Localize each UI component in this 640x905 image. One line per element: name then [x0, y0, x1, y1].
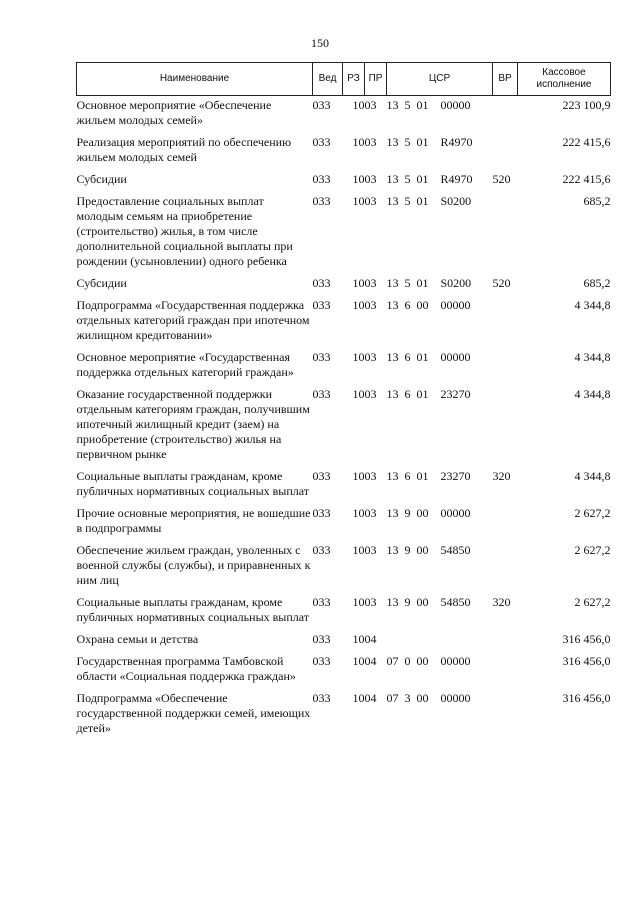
- header-sum: Кассовое исполнение: [518, 63, 611, 96]
- cell-vr: [493, 133, 518, 170]
- cell-ved: 033: [312, 298, 331, 312]
- cell-csr: 13 5 01 R4970: [386, 172, 473, 186]
- cell-csr: 13 6 01 23270: [386, 387, 471, 401]
- cell-csr: 13 5 01 R4970: [386, 135, 473, 149]
- cell-pr: 03: [364, 595, 377, 609]
- cell-pr: 03: [364, 135, 377, 149]
- cell-csr: 07 0 00 00000: [386, 654, 471, 668]
- table-body: [77, 96, 611, 742]
- cell-csr: 07 3 00 00000: [386, 691, 471, 705]
- cell-name: Реализация мероприятий по обеспечению жильем молодых семей: [76, 135, 292, 164]
- cell-pr: 04: [364, 691, 377, 705]
- header-rz: РЗ: [343, 63, 365, 96]
- cell-name: Прочие основные мероприятия, не вошедшие в подпрограммы: [76, 506, 311, 535]
- cell-ved: 033: [312, 387, 331, 401]
- cell-csr: 13 6 00 00000: [386, 298, 471, 312]
- cell-vr: [493, 652, 518, 689]
- cell-csr: 13 9 00 54850: [386, 543, 471, 557]
- cell-vr: [493, 385, 518, 467]
- cell-name: Субсидии: [76, 172, 127, 186]
- cell-name: Предоставление социальных выплат молодым семьям на приобретение (строительство) жилья, в том числе дополнительной социальной выплаты при рождении (усыновлении) одного ребенка: [76, 194, 293, 268]
- cell-name: Подпрограмма «Государственная поддержка отдельных категорий граждан при ипотечном жилищном кредитовании»: [76, 298, 310, 342]
- cell-sum: 685,2: [583, 194, 611, 208]
- cell-vr: [493, 630, 518, 652]
- cell-sum: 4 344,8: [574, 350, 611, 364]
- cell-rz: 10: [352, 469, 365, 483]
- table-row: [77, 541, 611, 593]
- cell-csr: 13 5 01 S0200: [386, 194, 472, 208]
- table-row: [77, 689, 611, 741]
- cell-rz: 10: [352, 691, 365, 705]
- cell-rz: 10: [352, 350, 365, 364]
- cell-pr: 03: [364, 506, 377, 520]
- table-row: [77, 133, 611, 170]
- cell-csr: [387, 630, 493, 652]
- cell-pr: 03: [364, 387, 377, 401]
- cell-vr: 320: [492, 595, 511, 609]
- table-row: [77, 593, 611, 630]
- cell-name: Субсидии: [76, 276, 127, 290]
- table-row: [77, 274, 611, 296]
- cell-name: Государственная программа Тамбовской области «Социальная поддержка граждан»: [76, 654, 296, 683]
- cell-ved: 033: [312, 654, 331, 668]
- table-row: [77, 385, 611, 467]
- cell-ved: 033: [312, 632, 331, 646]
- cell-sum: 223 100,9: [562, 98, 611, 112]
- cell-vr: [493, 96, 518, 134]
- header-pr: ПР: [365, 63, 387, 96]
- cell-pr: 03: [364, 350, 377, 364]
- cell-csr: 13 6 01 00000: [386, 350, 471, 364]
- cell-sum: 316 456,0: [562, 632, 611, 646]
- header-name: Наименование: [77, 63, 313, 96]
- cell-vr: [493, 689, 518, 741]
- cell-sum: 4 344,8: [574, 387, 611, 401]
- table-row: [77, 170, 611, 192]
- table-row: [77, 467, 611, 504]
- cell-name: Социальные выплаты гражданам, кроме публичных нормативных социальных выплат: [76, 469, 310, 498]
- cell-name: Обеспечение жильем граждан, уволенных с военной службы (службы), и приравненных к ним лиц: [76, 543, 311, 587]
- table-header-row: [77, 63, 611, 96]
- cell-name: Оказание государственной поддержки отдельным категориям граждан, получившим ипотечный жилищный кредит (заем) на приобретение (строительство) жилья на первичном рынке: [76, 387, 310, 461]
- cell-name: Социальные выплаты гражданам, кроме публичных нормативных социальных выплат: [76, 595, 310, 624]
- cell-pr: 03: [364, 298, 377, 312]
- cell-ved: 033: [312, 98, 331, 112]
- cell-rz: 10: [352, 276, 365, 290]
- cell-pr: 03: [364, 98, 377, 112]
- cell-csr: 13 5 01 00000: [386, 98, 471, 112]
- cell-pr: 03: [364, 543, 377, 557]
- cell-vr: 320: [492, 469, 511, 483]
- cell-ved: 033: [312, 135, 331, 149]
- cell-vr: [493, 348, 518, 385]
- table-row: [77, 652, 611, 689]
- table-row: [77, 96, 611, 134]
- cell-sum: 4 344,8: [574, 469, 611, 483]
- table-row: [77, 504, 611, 541]
- cell-vr: 520: [492, 172, 511, 186]
- cell-pr: 04: [364, 632, 377, 646]
- table-row: [77, 348, 611, 385]
- cell-vr: 520: [492, 276, 511, 290]
- cell-rz: 10: [352, 194, 365, 208]
- cell-rz: 10: [352, 595, 365, 609]
- cell-rz: 10: [352, 543, 365, 557]
- cell-ved: 033: [312, 172, 331, 186]
- table-row: [77, 192, 611, 274]
- cell-sum: 2 627,2: [574, 506, 611, 520]
- cell-pr: 03: [364, 469, 377, 483]
- cell-rz: 10: [352, 632, 365, 646]
- table-row: [77, 296, 611, 348]
- cell-rz: 10: [352, 654, 365, 668]
- cell-ved: 033: [312, 595, 331, 609]
- cell-vr: [493, 541, 518, 593]
- cell-sum: 316 456,0: [562, 654, 611, 668]
- cell-rz: 10: [352, 98, 365, 112]
- cell-ved: 033: [312, 506, 331, 520]
- cell-sum: 4 344,8: [574, 298, 611, 312]
- page-number: 150: [311, 36, 329, 50]
- cell-ved: 033: [312, 469, 331, 483]
- budget-table: [76, 62, 611, 741]
- cell-name: Подпрограмма «Обеспечение государственной поддержки семей, имеющих детей»: [76, 691, 311, 735]
- cell-name: Основное мероприятие «Государственная поддержка отдельных категорий граждан»: [76, 350, 294, 379]
- cell-vr: [493, 192, 518, 274]
- table-row: [77, 630, 611, 652]
- cell-name: Охрана семьи и детства: [76, 632, 199, 646]
- cell-pr: 03: [364, 276, 377, 290]
- cell-vr: [493, 296, 518, 348]
- cell-rz: 10: [352, 506, 365, 520]
- cell-pr: 03: [364, 194, 377, 208]
- header-csr: ЦСР: [387, 63, 493, 96]
- cell-name: Основное мероприятие «Обеспечение жильем молодых семей»: [76, 98, 272, 127]
- cell-sum: 316 456,0: [562, 691, 611, 705]
- header-vr: ВР: [493, 63, 518, 96]
- cell-rz: 10: [352, 135, 365, 149]
- cell-ved: 033: [312, 691, 331, 705]
- cell-csr: 13 9 00 00000: [386, 506, 471, 520]
- cell-ved: 033: [312, 350, 331, 364]
- cell-sum: 2 627,2: [574, 543, 611, 557]
- cell-sum: 2 627,2: [574, 595, 611, 609]
- cell-rz: 10: [352, 172, 365, 186]
- cell-csr: 13 5 01 S0200: [386, 276, 472, 290]
- cell-ved: 033: [312, 543, 331, 557]
- cell-sum: 685,2: [583, 276, 611, 290]
- cell-rz: 10: [352, 298, 365, 312]
- cell-vr: [493, 504, 518, 541]
- cell-ved: 033: [312, 276, 331, 290]
- cell-csr: 13 9 00 54850: [386, 595, 471, 609]
- cell-pr: 03: [364, 172, 377, 186]
- cell-ved: 033: [312, 194, 331, 208]
- cell-csr: 13 6 01 23270: [386, 469, 471, 483]
- cell-sum: 222 415,6: [562, 135, 611, 149]
- header-ved: Вед: [313, 63, 343, 96]
- cell-rz: 10: [352, 387, 365, 401]
- cell-pr: 04: [364, 654, 377, 668]
- cell-sum: 222 415,6: [562, 172, 611, 186]
